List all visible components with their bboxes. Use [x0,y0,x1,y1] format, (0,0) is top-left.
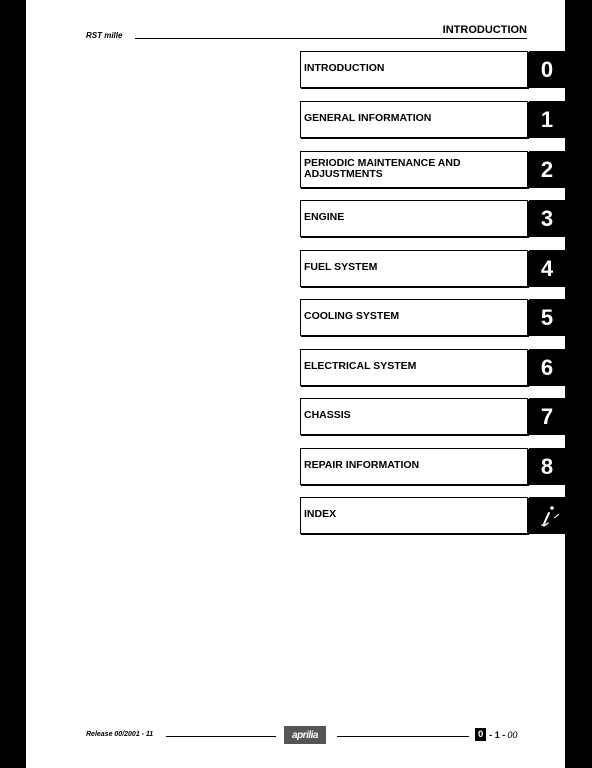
chapter-label: REPAIR INFORMATION [304,459,420,471]
chapter-tab[interactable]: 7 [529,398,565,435]
chapter-label: CHASSIS [304,409,351,421]
chapter-tab-index[interactable] [529,497,565,534]
chapter-electrical-system[interactable] [300,349,565,386]
chapter-label: ENGINE [304,211,345,223]
chapter-tab[interactable]: 2 [529,151,565,188]
page-revision: 00 [507,729,518,740]
chapter-cooling-system[interactable] [300,299,565,336]
chapter-engine[interactable] [300,200,565,237]
chapter-label: COOLING SYSTEM [304,310,400,322]
chapter-tab[interactable]: 3 [529,200,565,237]
release-info: Release 00/2001 - 11 [86,731,154,738]
page-reference [475,728,517,741]
chapter-introduction[interactable] [300,51,565,88]
manual-page [26,0,565,768]
chapter-chassis[interactable] [300,398,565,435]
chapter-tab[interactable]: 1 [529,101,565,138]
aprilia-logo: aprilia [284,726,326,744]
chapter-tab[interactable]: 4 [529,250,565,287]
chapter-label: ELECTRICAL SYSTEM [304,360,417,372]
chapter-tab[interactable]: 5 [529,299,565,336]
chapter-tab[interactable]: 0 [529,51,565,88]
page-number: - 1 - [489,729,506,740]
chapter-label: PERIODIC MAINTENANCE AND ADJUSTMENTS [304,156,461,180]
footer-rule-right [337,736,469,737]
footer-rule-left [166,736,276,737]
chapter-tab[interactable]: 6 [529,349,565,386]
chapter-label: INTRODUCTION [304,62,385,74]
header-rule [135,38,527,39]
section-heading: INTRODUCTION [442,24,527,36]
page-chapter-badge: 0 [475,728,486,741]
chapter-label: GENERAL INFORMATION [304,112,432,124]
chapter-periodic-maintenance[interactable] [300,151,565,188]
chapter-label: FUEL SYSTEM [304,261,378,273]
document-title: RST mille [86,31,123,40]
chapter-repair-information[interactable] [300,448,565,485]
info-italic-i-icon [529,497,565,534]
chapter-general-information[interactable] [300,101,565,138]
chapter-tab[interactable]: 8 [529,448,565,485]
chapter-index[interactable] [300,497,565,534]
chapter-label: INDEX [304,508,337,520]
chapter-fuel-system[interactable] [300,250,565,287]
